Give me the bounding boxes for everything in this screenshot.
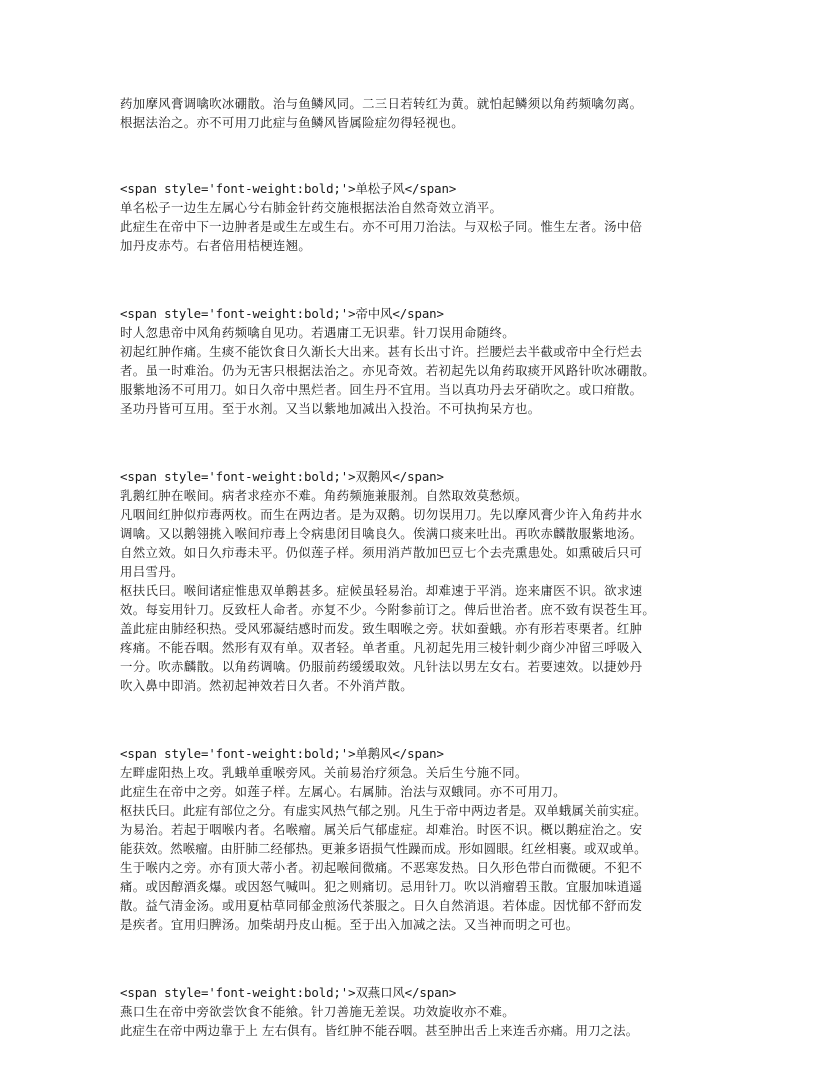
- text-line: 燕口生在帝中旁欲尝饮食不能飨。针刀善施无差误。功效旋收亦不难。: [120, 1004, 515, 1019]
- section-heading: <span style='font-weight:bold;'>单松子风</span>: [120, 181, 457, 196]
- text-line: 盖此症由肺经积热。受风邪凝结感时而发。致生咽喉之旁。状如蚕蛾。亦有形若枣栗者。红肿: [120, 621, 643, 636]
- section-heading: <span style='font-weight:bold;'>单鹅风</span>: [120, 746, 444, 761]
- document-page: [120, 94, 704, 1089]
- text-line: 枢扶氏曰。此症有部位之分。有虚实风热气郁之别。凡生于帝中两边者是。双单蛾属关前实症。: [120, 803, 647, 818]
- text-line: 调噙。又以鹅翎挑入喉间疖毒上令病患闭目噙良久。俟满口痰来吐出。再吹赤麟散服紫地汤。: [120, 526, 643, 541]
- section-heading: <span style='font-weight:bold;'>双燕口风</span>: [120, 985, 457, 1000]
- text-line: 药加摩风膏调噙吹冰硼散。治与鱼鳞风同。二三日若转红为黄。就怕起鳞须以角药频噙勿离。: [120, 96, 643, 111]
- section-intro: [120, 94, 704, 132]
- text-line: 枢扶氏曰。喉间诸症惟患双单鹅甚多。症候虽轻易治。却难速于平消。迩来庸医不识。欲求速: [120, 583, 643, 598]
- text-line: 能获效。然喉瘤。由肝肺二经郁热。更兼多语损气性躁而成。形如圆眼。红丝相裹。或双或单。: [120, 841, 647, 856]
- text-line: 一分。吹赤麟散。以角药调噙。仍服前药缓缓取效。凡针法以男左女右。若要速效。以捷妙丹: [120, 659, 643, 674]
- text-line: 此症生在帝中两边靠于上 左右俱有。皆红肿不能吞咽。甚至肿出舌上来连舌亦痛。用刀之法。: [120, 1023, 639, 1038]
- text-line: 时人忽患帝中风角药频噙自见功。若遇庸工无识辈。针刀误用命随终。: [120, 325, 515, 340]
- text-line: 凡咽间红肿似疖毒两枚。而生在两边者。是为双鹅。切勿误用刀。先以摩风膏少许入角药井水: [120, 507, 643, 522]
- text-line: 生于喉内之旁。亦有顶大蒂小者。初起喉间微痛。不恶寒发热。日久形色带白而微硬。不犯不: [120, 860, 643, 875]
- text-line: 根据法治之。亦不可用刀此症与鱼鳞风皆属险症勿得轻视也。: [120, 115, 464, 130]
- text-line: 此症生在帝中之旁。如莲子样。左属心。右属肺。治法与双蛾同。亦不可用刀。: [120, 784, 566, 799]
- text-line: 此症生在帝中下一边肿者是或生左或生右。亦不可用刀治法。与双松子同。惟生左者。汤中倍: [120, 219, 643, 234]
- section-dan-e-feng: [120, 744, 704, 934]
- text-line: 效。每妄用针刀。反致枉人命者。亦复不少。今附参前订之。俾后世治者。庶不致有误苍生耳。: [120, 602, 656, 617]
- text-line: 用吕雪丹。: [120, 564, 184, 579]
- text-line: 散。益气清金汤。或用夏枯草同郁金煎汤代茶服之。日久自然消退。若体虚。因忧郁不舒而发: [120, 898, 643, 913]
- text-line: 单名松子一边生左属心兮右肺金针药交施根据法治自然奇效立消平。: [120, 200, 503, 215]
- section-heading: <span style='font-weight:bold;'>双鹅风</span>: [120, 469, 444, 484]
- section-heading: <span style='font-weight:bold;'>帝中风</span>: [120, 306, 444, 321]
- section-dizhong-feng: [120, 304, 704, 418]
- text-line: 痛。或因醇酒炙爆。或因怒气喊叫。犯之则痛切。忌用针刀。吹以消瘤碧玉散。宜服加味逍遥: [120, 879, 643, 894]
- text-line: 是疾者。宜用归脾汤。加柴胡丹皮山栀。至于出入加减之法。又当神而明之可也。: [120, 917, 579, 932]
- text-line: 吹入鼻中即消。然初起神效若日久者。不外消芦散。: [120, 678, 414, 693]
- text-line: 初起红肿作痛。生痰不能饮食日久渐长大出来。甚有长出寸许。拦腰烂去半截或帝中全行烂去: [120, 344, 643, 359]
- section-shuang-yankou-feng: [120, 983, 704, 1040]
- text-line: 为易治。若起于咽喉内者。名喉瘤。属关后气郁虚症。却难治。时医不识。概以鹅症治之。安: [120, 822, 643, 837]
- text-line: 疼痛。不能吞咽。然形有双有单。双者轻。单者重。凡初起先用三棱针刺少商少冲留三呼吸入: [120, 640, 643, 655]
- text-line: 圣功丹皆可互用。至于水剂。又当以紫地加减出入投治。不可执拘呆方也。: [120, 401, 541, 416]
- text-line: 自然立效。如日久疖毒未平。仍似莲子样。须用消芦散加巴豆七个去壳熏患处。如熏破后只可: [120, 545, 643, 560]
- text-line: 加丹皮赤芍。右者倍用桔梗连翘。: [120, 238, 312, 253]
- text-line: 者。虽一时难治。仍为无害只根据法治之。亦见奇效。若初起先以角药取痰开风路针吹冰硼散。: [120, 363, 656, 378]
- text-line: 服紫地汤不可用刀。如日久帝中黑烂者。回生丹不宜用。当以真功丹去牙硝吹之。或口疳散。: [120, 382, 643, 397]
- section-dan-songzi-feng: [120, 179, 704, 255]
- section-shuang-e-feng: [120, 467, 704, 695]
- text-line: 乳鹅红肿在喉间。病者求痊亦不难。角药频施兼服剂。自然取效莫愁烦。: [120, 488, 528, 503]
- text-line: 左畔虚阳热上攻。乳蛾单重喉旁风。关前易治疗须急。关后生兮施不同。: [120, 765, 528, 780]
